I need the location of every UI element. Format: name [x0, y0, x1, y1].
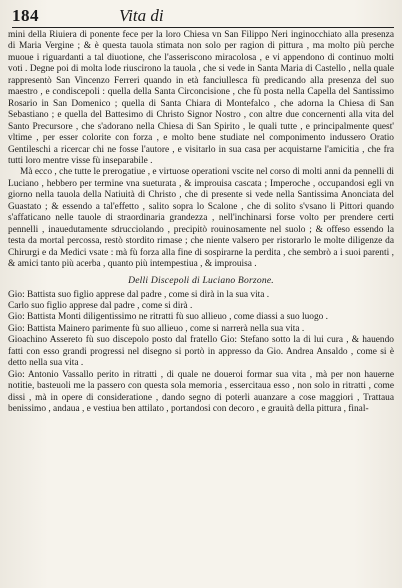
disciples-list: [8, 290, 394, 416]
page-header: [12, 6, 394, 28]
disciple-entry: Gio: Antonio Vassallo perito in ritratti , di quale ne doueroi formar sua vita , mà per non hauerne notitie, basteuoli me la passero con questa sola memoria , essercitaua esso , non solo in ritratti , come dissi , mà in opere di consideratione , dando segno di poterli auanzare a cose maggiori , Trattaua benissimo , andaua , e vestiua ben attilato , portandosi con decoro , e grauità della pittura , final-: [8, 369, 394, 415]
section-heading: Delli Discepoli di Luciano Borzone.: [128, 274, 274, 286]
main-text: [8, 30, 394, 271]
page-number: 184: [12, 6, 39, 25]
disciple-entry: Gio: Battista Mainero parimente fù suo allieuo , come si narrerà nella sua vita .: [8, 323, 305, 334]
paragraph-2: Mà ecco , che tutte le prerogatiue , e virtuose operationi vscite nel corso di molti anni da pennelli di Luciano , hebbero per termine vna sueturata , & improuisa cascata ; Imperoche , occupandosi egli vn giorno nella tauola della Natiuità di Christo , che di presente si vede nella Santissima Anonciata del Guastato ; & essendo a tal'effetto , salito sopra lo Scalone , che di solito s'vsano li Pittori quando s'affaticano nelle tauole di straordinaria grandezza , nell'inchinarsi forse volto per prendere certi pennelli , inauedutamente sdrucciolando , precipitò rouinosamente nel suolo ; & offeso essendo la testa da mortal percossa, restò stordito rimase ; che niente valsero per ristorarlo le molte diligenze da Chirurgi e da Medici vsate : mà fù forza alla fine di sospirarne la perdita , che sembrò a i suoi parenti , & amici tanto più acerba , quanto più intempestiua , & improuisa .: [8, 167, 394, 270]
disciple-entry: Gio: Battista Monti diligentissimo ne ritratti fù suo allieuo , come diassi a suo luogo .: [8, 312, 329, 323]
disciple-entry: Carlo suo figlio apprese dal padre , come si dirà .: [8, 300, 193, 311]
disciple-entry: Gio: Battista suo figlio apprese dal padre , come si dirà in la sua vita .: [8, 289, 270, 300]
paragraph-1: mini della Riuiera di ponente fece per la loro Chiesa vn San Filippo Neri inginocchiato alla presenza di Maria Vergine ; & è questa tauola stimata non solo per ragion di pittura , ma molto più perche muoue i riguardanti a tal diuotione, che l'asseriscono miracolosa , e vi appendono di continuo molti voti . Degne poi di molta lode riuscirono la tauola , che si vede in Santa Maria di Castello , nella quale rappresentò San Vincenzo Ferreri quando in età fanciullesca fù predicando alla presenza del suo maestro , e condiscepoli : quella della Santa Circoncisione , che fù posta nella Capella del Santissimo Rosario in San Domenico ; quella di Santa Chiara di Montefalco , che adorna la Chiesa di San Sebastiano ; e quella del Battesimo di Christo Signor Nostro , con altre due concernenti alla vita del Santo Precursore , che s'adorano nella Chiesa di San Spirito , le quali tutte , e principalmente quest' vltime , per esser colorite con forza , e molto bene studiate nel componimento indussero Oratio Gentileschi a ricercar chi ne fosse l'autore , e visitarlo in sua casa per acquistarne l'amicitia , che fra tutti loro mentre visse fù inseparabile .: [8, 30, 394, 166]
running-title: Vita di: [119, 6, 164, 25]
disciple-entry: Gioachino Assereto fù suo discepolo posto dal fratello Gio: Stefano sotto la di lui cura , & hauendo fatti con esso grandi progressi nel disegno si portò in appresso da Gio. Andrea Ansaldo , come si è detto nella sua vita .: [8, 335, 394, 369]
